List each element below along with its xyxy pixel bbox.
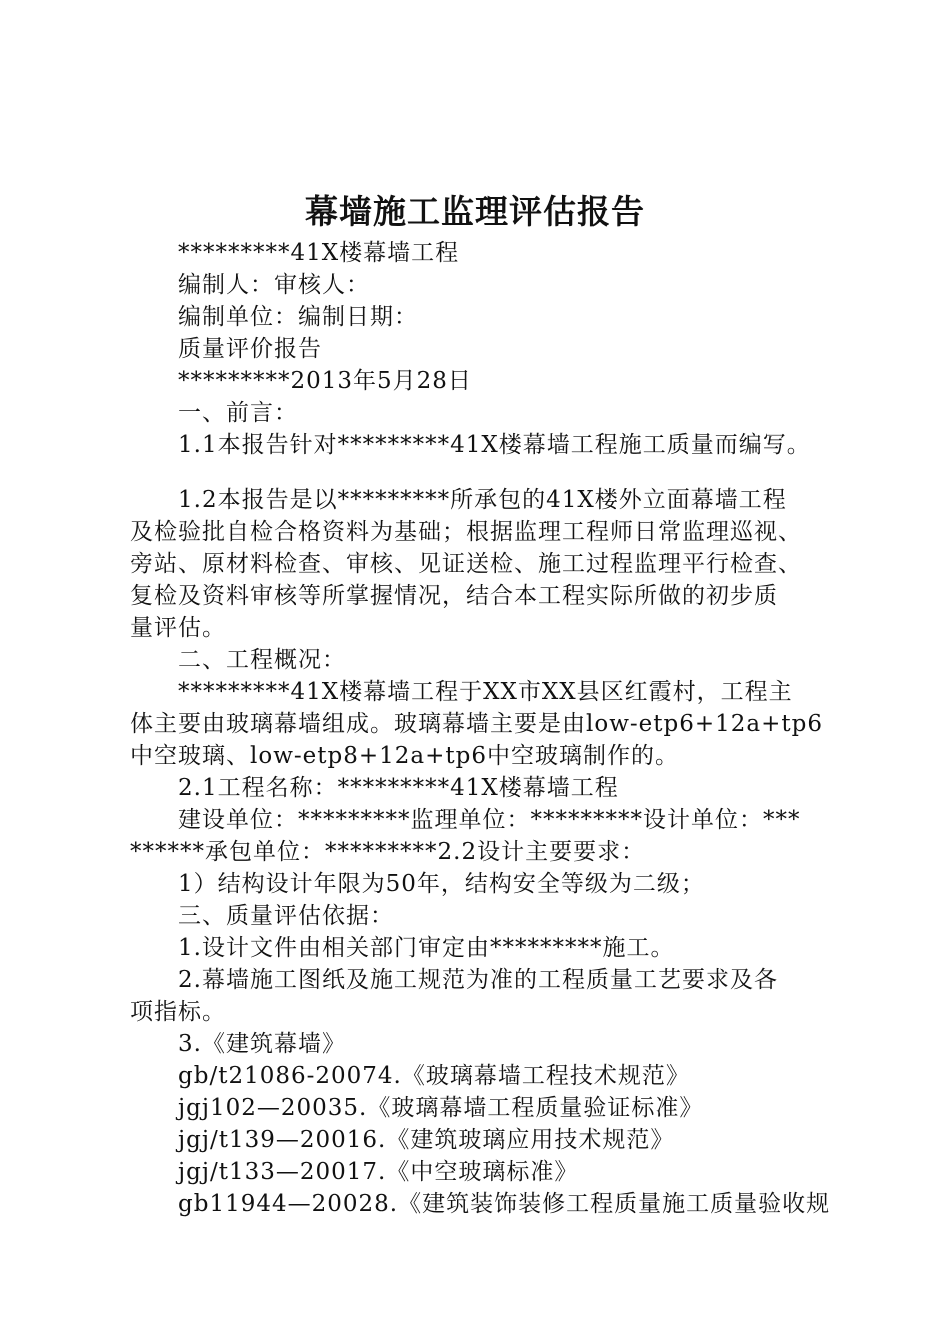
paragraph-line: 建设单位：*********监理单位：*********设计单位：*** — [178, 807, 801, 833]
paragraph-line: jgj/t139—20016.《建筑玻璃应用技术规范》 — [178, 1127, 675, 1153]
paragraph-line: 2.1工程名称：*********41X楼幕墙工程 — [178, 775, 619, 801]
paragraph-line: *********41X楼幕墙工程于XX市XX县区红霞村，工程主 — [178, 679, 793, 705]
paragraph-line: ******承包单位：*********2.2设计主要要求： — [130, 839, 646, 865]
paragraph-line: 复检及资料审核等所掌握情况，结合本工程实际所做的初步质 — [130, 583, 778, 609]
report-date-line: *********2013年5月28日 — [178, 368, 472, 394]
document-title: 幕墙施工监理评估报告 — [305, 192, 645, 231]
unit-date-line: 编制单位：编制日期： — [178, 304, 418, 330]
paragraph-line: 2.幕墙施工图纸及施工规范为准的工程质量工艺要求及各 — [178, 967, 778, 993]
paragraph-line: 1.设计文件由相关部门审定由*********施工。 — [178, 935, 675, 961]
author-reviewer-line: 编制人：审核人： — [178, 272, 370, 298]
section-heading-basis: 三、质量评估依据： — [178, 903, 394, 929]
paragraph-line: jgj/t133—20017.《中空玻璃标准》 — [178, 1159, 579, 1185]
report-type-line: 质量评价报告 — [178, 336, 322, 362]
paragraph-line: gb/t21086-20074.《玻璃幕墙工程技术规范》 — [178, 1063, 690, 1089]
section-heading-overview: 二、工程概况： — [178, 647, 346, 673]
paragraph-line: 1.2本报告是以*********所承包的41X楼外立面幕墙工程 — [178, 487, 787, 513]
paragraph-line: 体主要由玻璃幕墙组成。玻璃幕墙主要是由low-etp6+12a+tp6 — [130, 711, 823, 737]
paragraph-line: 中空玻璃、low-etp8+12a+tp6中空玻璃制作的。 — [130, 743, 679, 769]
paragraph-line: 及检验批自检合格资料为基础；根据监理工程师日常监理巡视、 — [130, 519, 802, 545]
paragraph-line: 项指标。 — [130, 999, 226, 1025]
paragraph-line: 量评估。 — [130, 615, 226, 641]
paragraph-line: 1）结构设计年限为50年，结构安全等级为二级； — [178, 871, 705, 897]
paragraph-line: 旁站、原材料检查、审核、见证送检、施工过程监理平行检查、 — [130, 551, 802, 577]
paragraph-line: jgj102—20035.《玻璃幕墙工程质量验证标准》 — [178, 1095, 704, 1121]
section-heading-preface: 一、前言： — [178, 400, 298, 426]
paragraph-line: 3.《建筑幕墙》 — [178, 1031, 346, 1057]
paragraph-line: 1.1本报告针对*********41X楼幕墙工程施工质量而编写。 — [178, 432, 811, 458]
paragraph-line: gb11944—20028.《建筑装饰装修工程质量施工质量验收规 — [178, 1191, 831, 1217]
project-name-line: *********41X楼幕墙工程 — [178, 240, 460, 266]
